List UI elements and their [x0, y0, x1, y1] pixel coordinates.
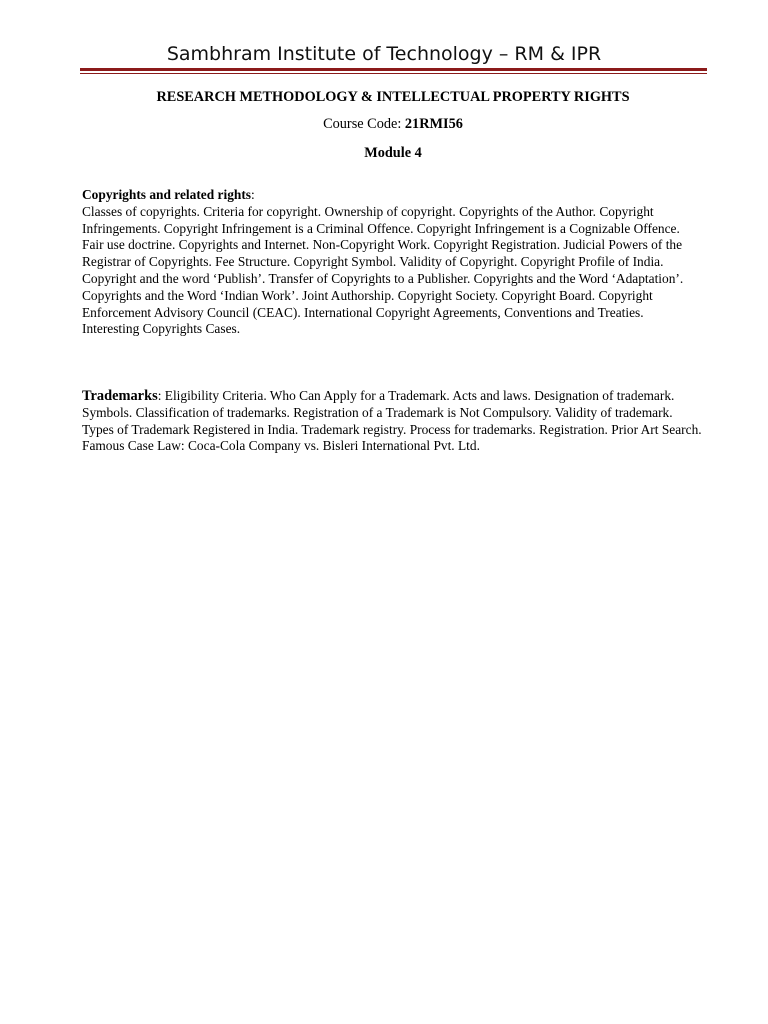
trademarks-heading: Trademarks — [82, 388, 158, 404]
header-rule — [80, 68, 707, 71]
course-code-line — [0, 115, 768, 133]
header-title: Sambhram Institute of Technology – RM & IPR — [166, 43, 602, 65]
copyrights-separator: : — [251, 187, 255, 202]
copyrights-heading: Copyrights and related rights — [82, 187, 252, 202]
copyrights-section — [82, 187, 704, 338]
course-code-label: Course Code: — [323, 116, 405, 132]
trademarks-separator: : — [157, 388, 165, 403]
copyrights-body: Classes of copyrights. Criteria for copyright. Ownership of copyright. Copyrights of the Author. Copyright Infringements. Copyright Infringement is a Criminal Offence. Copyright Infringement is a Cognizable Offence. Fair use doctrine. Copyrights and Internet. Non-Copyright Work. Copyright Registration. Judicial Powers of the Registrar of Copyrights. Fee Structure. Copyright Symbol. Validity of Copyright. Copyright Profile of India. Copyright and the word ‘Publish’. Transfer of Copyrights to a Publisher. Copyrights and the Word ‘Adaptation’. Copyrights and the Word ‘Indian Work’. Joint Authorship. Copyright Society. Copyright Board. Copyright Enforcement Advisory Council (CEAC). International Copyright Agreements, Conventions and Treaties. Interesting Copyrights Cases. — [82, 203, 684, 337]
header-rule-thin — [80, 73, 707, 74]
document-title: RESEARCH METHODOLOGY & INTELLECTUAL PROPERTY RIGHTS — [156, 89, 630, 105]
course-code-value: 21RMI56 — [404, 116, 463, 132]
module-title: Module 4 — [364, 145, 422, 161]
trademarks-body: Eligibility Criteria. Who Can Apply for a Trademark. Acts and laws. Designation of trademark. Symbols. Classification of trademarks. Registration of a Trademark is Not Compulsory. Validity of trademark. Types of Trademark Registered in India. Trademark registry. Process for trademarks. Registration. Prior Art Search. Famous Case Law: Coca-Cola Company vs. Bisleri International Pvt. Ltd. — [82, 388, 702, 454]
trademarks-section — [82, 388, 704, 455]
